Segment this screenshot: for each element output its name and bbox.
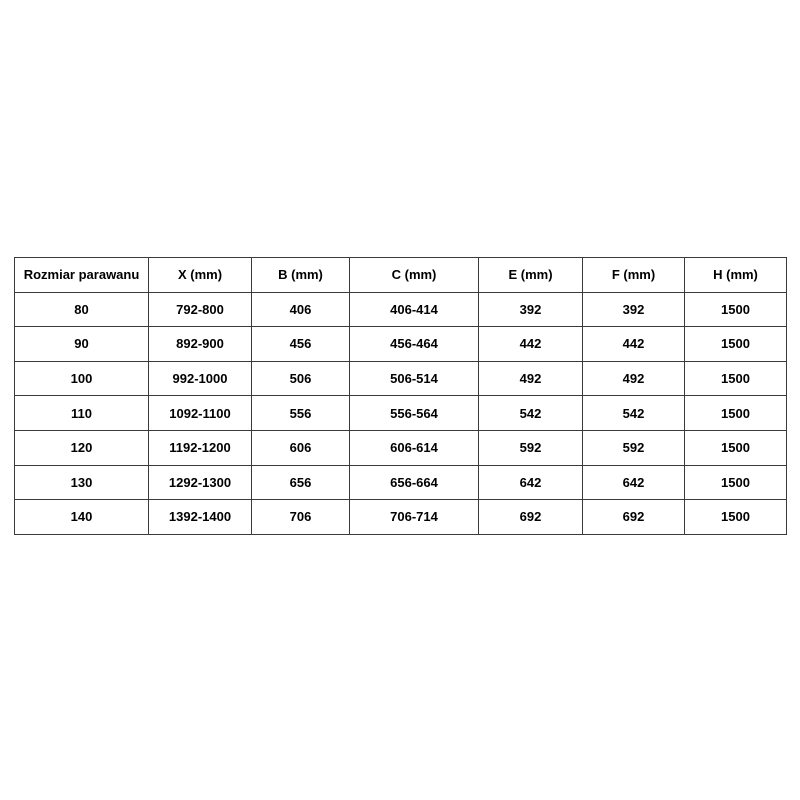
cell-f: 542 bbox=[583, 396, 685, 431]
table-row bbox=[15, 465, 787, 500]
cell-e: 392 bbox=[479, 292, 583, 327]
cell-c: 606-614 bbox=[350, 430, 479, 465]
cell-b: 406 bbox=[252, 292, 350, 327]
cell-f: 642 bbox=[583, 465, 685, 500]
table-header-row bbox=[15, 258, 787, 293]
cell-c: 656-664 bbox=[350, 465, 479, 500]
cell-size: 120 bbox=[15, 430, 149, 465]
column-header-c: C (mm) bbox=[350, 258, 479, 293]
cell-b: 506 bbox=[252, 361, 350, 396]
cell-size: 140 bbox=[15, 500, 149, 535]
cell-x: 992-1000 bbox=[149, 361, 252, 396]
cell-f: 492 bbox=[583, 361, 685, 396]
cell-b: 556 bbox=[252, 396, 350, 431]
cell-x: 892-900 bbox=[149, 327, 252, 362]
column-header-h: H (mm) bbox=[685, 258, 787, 293]
column-header-f: F (mm) bbox=[583, 258, 685, 293]
table-row bbox=[15, 396, 787, 431]
cell-x: 1292-1300 bbox=[149, 465, 252, 500]
specification-table bbox=[14, 257, 787, 535]
cell-x: 1392-1400 bbox=[149, 500, 252, 535]
cell-e: 642 bbox=[479, 465, 583, 500]
cell-h: 1500 bbox=[685, 292, 787, 327]
cell-f: 392 bbox=[583, 292, 685, 327]
cell-c: 456-464 bbox=[350, 327, 479, 362]
column-header-b: B (mm) bbox=[252, 258, 350, 293]
cell-f: 442 bbox=[583, 327, 685, 362]
cell-c: 506-514 bbox=[350, 361, 479, 396]
cell-b: 606 bbox=[252, 430, 350, 465]
cell-h: 1500 bbox=[685, 396, 787, 431]
cell-e: 492 bbox=[479, 361, 583, 396]
cell-h: 1500 bbox=[685, 327, 787, 362]
table-row bbox=[15, 327, 787, 362]
cell-e: 542 bbox=[479, 396, 583, 431]
table-header bbox=[15, 258, 787, 293]
cell-h: 1500 bbox=[685, 500, 787, 535]
table-row bbox=[15, 500, 787, 535]
spec-table-container bbox=[14, 257, 786, 535]
cell-x: 1192-1200 bbox=[149, 430, 252, 465]
cell-h: 1500 bbox=[685, 361, 787, 396]
table-row bbox=[15, 430, 787, 465]
table-row bbox=[15, 292, 787, 327]
cell-h: 1500 bbox=[685, 465, 787, 500]
cell-size: 100 bbox=[15, 361, 149, 396]
cell-b: 706 bbox=[252, 500, 350, 535]
column-header-x: X (mm) bbox=[149, 258, 252, 293]
cell-b: 456 bbox=[252, 327, 350, 362]
cell-b: 656 bbox=[252, 465, 350, 500]
cell-size: 90 bbox=[15, 327, 149, 362]
cell-f: 592 bbox=[583, 430, 685, 465]
cell-e: 592 bbox=[479, 430, 583, 465]
table-row bbox=[15, 361, 787, 396]
cell-c: 556-564 bbox=[350, 396, 479, 431]
cell-x: 1092-1100 bbox=[149, 396, 252, 431]
cell-size: 80 bbox=[15, 292, 149, 327]
column-header-e: E (mm) bbox=[479, 258, 583, 293]
cell-h: 1500 bbox=[685, 430, 787, 465]
cell-size: 130 bbox=[15, 465, 149, 500]
cell-e: 442 bbox=[479, 327, 583, 362]
cell-size: 110 bbox=[15, 396, 149, 431]
cell-c: 706-714 bbox=[350, 500, 479, 535]
cell-x: 792-800 bbox=[149, 292, 252, 327]
cell-c: 406-414 bbox=[350, 292, 479, 327]
column-header-rozmiar-parawanu: Rozmiar parawanu bbox=[15, 258, 149, 293]
table-body bbox=[15, 292, 787, 534]
cell-f: 692 bbox=[583, 500, 685, 535]
cell-e: 692 bbox=[479, 500, 583, 535]
